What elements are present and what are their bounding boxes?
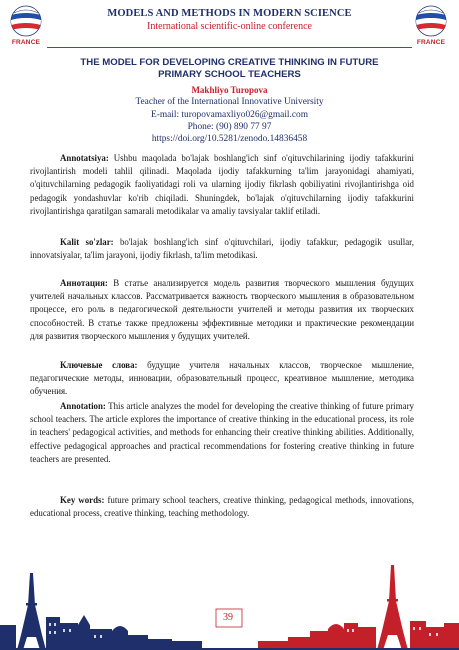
author-email[interactable]: E-mail: turopovamaxliyo026@gmail.com [150,110,309,120]
conference-title: MODELS AND METHODS IN MODERN SCIENCE [107,8,352,19]
keywords-en [30,494,414,520]
keywords-en-text: future primary school teachers, creative thinking, pedagogical methods, innovations, educational process, creative thinking, teaching methodology. [30,495,414,519]
keywords-ru [30,359,414,399]
abstract-uz [30,152,414,218]
paris-skyline-footer [0,565,459,650]
abstract-ru-label: Аннотация: [60,278,108,288]
keywords-ru-text: будущие учителя начальных классов, творческое мышление, педагогические методы, инновации, образовательный процесс, креативное мышление, методика обучения. [30,360,414,397]
conference-subtitle: International scientific-online conference [147,21,312,32]
logo-left-label: FRANCE [11,39,41,46]
header-divider [47,47,412,48]
article-title-line-1: THE MODEL FOR DEVELOPING CREATIVE THINKING IN FUTURE [80,57,379,68]
article-title-line-2: PRIMARY SCHOOL TEACHERS [158,69,301,80]
keywords-en-label: Key words: [60,495,105,505]
author-phone: Phone: (90) 890 77 97 [187,122,272,132]
doi-link[interactable]: https://doi.org/10.5281/zenodo.14836458 [151,134,308,144]
author-affiliation: Teacher of the International Innovative University [135,97,324,107]
abstract-uz-text: Ushbu maqolada bo'lajak boshlang'ich sinf o'qituvchilarining ijodiy tafakkurini rivojlantirish modeli tahlil qilinadi. Maqolada ijodiy tafakkurning ta'lim jarayonidagi ahamiyati, o'qituvchilarning pedagogik faoliyatidagi roli va ularning ijodiy fikrlash qobiliyatini rivojlantirishga oid pedagogik yondashuvlar ko'rib chiqiladi. Shuningdek, bo'lajak o'qituvchilarning ijodiy tafakkurini rivojlantirishga qaratilgan samarali metodikalar va amaliy tavsiyalar taklif etiladi. [30,153,414,216]
page-number: 39 [223,612,233,623]
logo-right-label: FRANCE [416,39,446,46]
keywords-ru-label: Ключевые слова: [60,360,138,370]
eiffel-tower-right-icon [377,565,408,650]
abstract-en-text: This article analyzes the model for developing the creative thinking of future primary school teachers. The article explores the importance of creative thinking in the educational process, its role in teachers' pedagogical activities, and methods for enhancing their creative thinking abilities. Additionally, effective pedagogical approaches and practical recommendations for fostering creative thinking in future teachers are presented. [30,401,414,464]
author-name: Makhliyo Turopova [191,85,268,95]
abstract-en [30,400,414,466]
abstract-uz-label: Annotatsiya: [60,153,109,163]
keywords-uz-label: Kalit so'zlar: [60,237,114,247]
keywords-uz-text: bo'lajak boshlang'ich sinf o'qituvchilari, ijodiy tafakkur, pedagogik usullar, innovatsiyalar, ta'lim jarayoni, ijodiy fikrlash, ta'lim metodikasi. [30,237,414,261]
eiffel-tower-left-icon [17,573,46,650]
abstract-en-label: Annotation: [60,401,106,411]
abstract-ru-text: В статье анализируется модель развития творческого мышления будущих учителей начальных классов. Рассматривается важность творческого мышления в образовательном процессе, его роль в педагогической деятельности учителей и методы развития их творческих способностей. В статье также предложены эффективные методики и практические рекомендации для развития творческого мышления у будущих учителей. [30,278,414,341]
article-title [30,57,429,81]
keywords-uz [30,236,414,262]
buildings-right [258,621,459,650]
abstract-ru [30,277,414,343]
